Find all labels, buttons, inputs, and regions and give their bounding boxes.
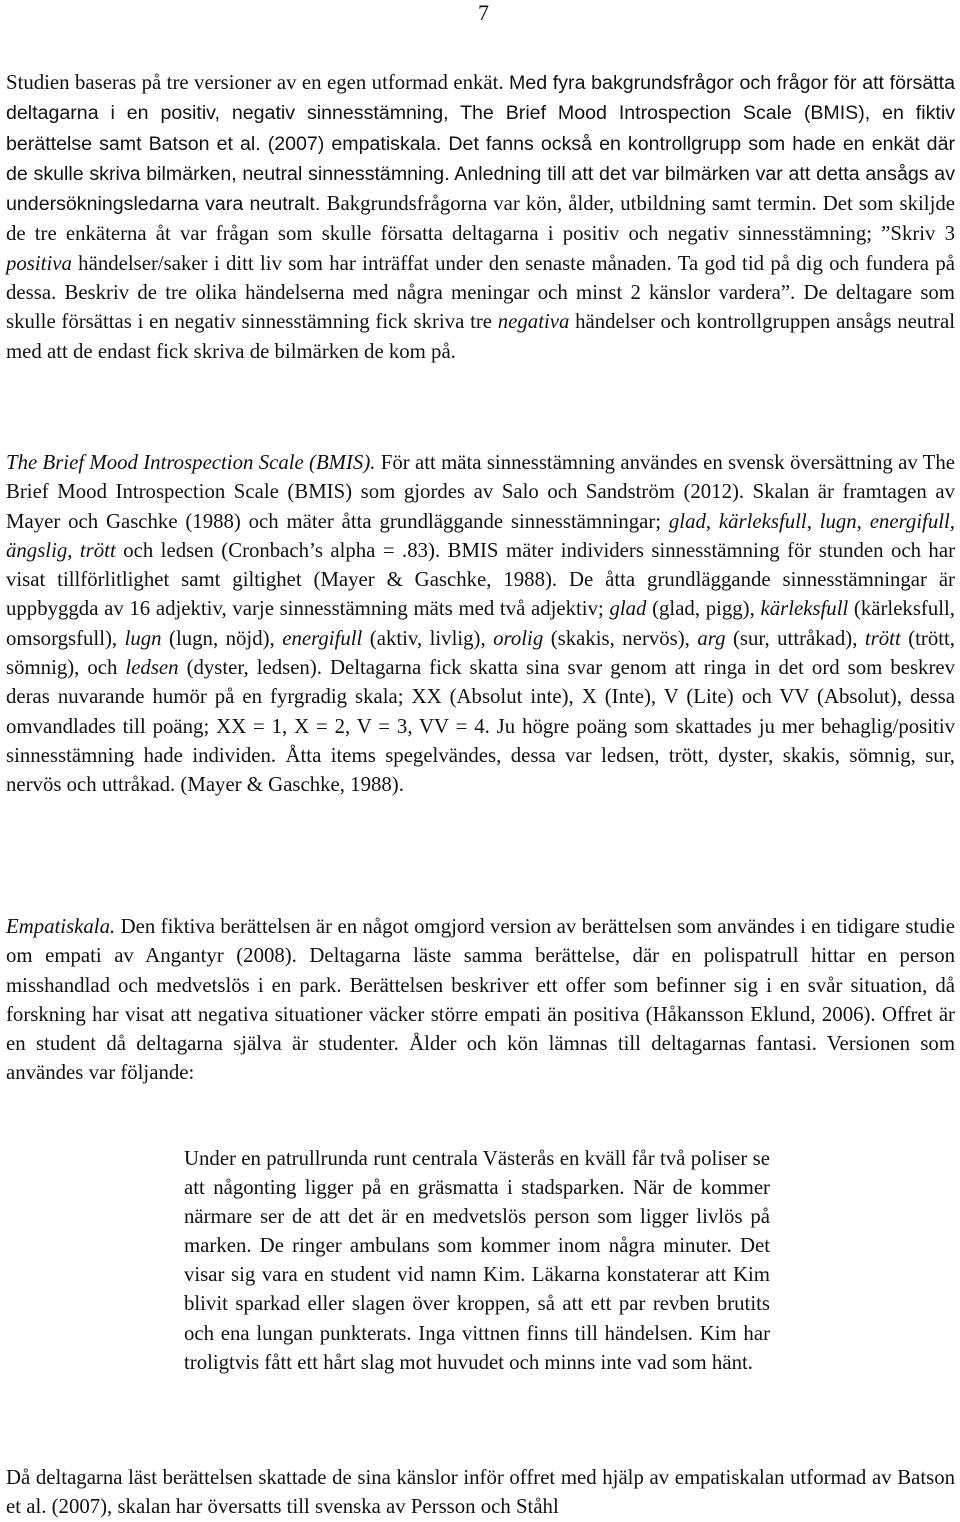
sentence-survey-content: Med fyra bakgrundsfrågor och frågor för att försätta deltagarna i en positiv, negativ sinnesstämning, The Brief Mood Introspection Scale (BMIS), en fiktiv berättelse samt Batson et al. (2007) empatiskala. Det fanns också en kontrollgrupp som hade en enkät där de skulle skriva bilmärken, neutral sinnesstämning. Anledning till att det var bilmärken var att detta ansågs av undersökningsledarna vara neutralt. (6, 72, 955, 216)
empathy-text: Den fiktiva berättelsen är en något omgjord version av berättelsen som användes i en tidigare studie om empati av Angantyr (2008). Deltagarna läste samma berättelse, där en polispatrull hittar en person misshandlad och medvetslös i en park. Berättelsen beskriver ett offer som befinner sig i en svår situation, då forskning har visat att negativa situationer väcker större empati än positiva (Håkansson Eklund, 2006). Offret är en student då deltagarna själva är studenter. Ålder och kön lämnas till deltagarnas fantasi. Versionen som användes var följande: (6, 915, 955, 1085)
emphasis-karleksfull: kärleksfull (760, 597, 849, 621)
emphasis-arg: arg (697, 626, 726, 650)
sentence-background-questions: Bakgrundsfrågorna var kön, ålder, utbildning samt termin. (326, 192, 823, 216)
emphasis-glad: glad (609, 597, 647, 621)
bmis-text: För att mäta sinnesstämning användes en svensk översättning av The Brief Mood Introspection Scale (BMIS) som gjordes av Salo och Sandström (2012). Skalan är framtagen av Mayer och Gaschke (1988) och mäter åtta grundläggande sinnesstämningar; (6, 451, 955, 533)
bmis-text: (aktiv, livlig), (362, 626, 494, 650)
emphasis-negativa: negativa (497, 310, 570, 334)
bmis-text: (sur, uttråkad), (725, 626, 865, 650)
bmis-text: (kärleksfull, omsorgsfull), (6, 597, 955, 650)
emphasis-ledsen: ledsen (125, 656, 179, 680)
paragraph-study-design (6, 68, 955, 366)
section-heading-empatiskala: Empatiskala. (6, 915, 116, 938)
bmis-text: (skakis, nervös), (543, 626, 698, 650)
story-block-quote: Under en patrullrunda runt centrala Västerås en kväll får två poliser se att någonting ligger på en gräsmatta i stadsparken. När de kommer närmare ser de att det är en medvetslös person som ligger livlös på marken. De ringer ambulans som kommer inom några minuter. Det visar sig vara en student vid namn Kim. Läkarna konstaterar att Kim blivit sparkad eller slagen över kroppen, så att ett par revben brutits och ena lungan punkterats. Inga vittnen finns till händelsen. Kim har troligtvis fått ett hårt slag mot huvudet och minns inte vad som hänt. (184, 1147, 770, 1374)
paragraph-after-story: Då deltagarna läst berättelsen skattade de sina känslor inför offret med hjälp av empatiskalan utformad av Batson et al. (2007), skalan har översatts till svenska av Persson och Ståhl (6, 1466, 955, 1519)
emphasis-positiva: positiva (6, 251, 72, 275)
emphasis-lugn: lugn (124, 626, 162, 650)
bmis-text: (trött, sömnig), och (6, 626, 955, 680)
section-heading-bmis: The Brief Mood Introspection Scale (BMIS). (6, 451, 376, 474)
sentence-conditions: Det som skiljde de tre enkäterna åt var frågan som skulle försatta deltagarna i positiv och negativ sinnesstämning; ”Skriv 3 (6, 192, 955, 246)
sentence-intro: Studien baseras på tre versioner av en egen utformad enkät. (6, 71, 510, 94)
paragraph-bmis (6, 448, 955, 800)
page-number: 7 (478, 0, 489, 25)
sentence-instructions: händelser/saker i ditt liv som har inträffat under den senaste månaden. Ta god tid på dig och fundera på dessa. Beskriv de tre olika händelserna med några meningar och minst 2 känslor vardera”. De deltagare som skulle försättas i en negativ sinnesstämning fick skriva tre (6, 251, 955, 334)
emphasis-energifull: energifull (282, 626, 363, 650)
bmis-text: (glad, pigg), (646, 597, 761, 621)
emphasis-trott: trött (864, 626, 901, 650)
paragraph-empathy-scale (6, 912, 955, 1088)
bmis-text: och ledsen (Cronbach’s alpha = .83). BMIS mäter individers sinnesstämning för stunden och har visat tillförlitlighet samt giltighet (Mayer & Gaschke, 1988). De åtta grundläggande sinnesstämningar är uppbyggda av 16 adjektiv, varje sinnesstämning mäts med två adjektiv; (6, 538, 955, 621)
emphasis-orolig: orolig (493, 626, 544, 650)
sentence-control-group: händelser och kontrollgruppen ansågs neutral med att de endast fick skriva de bilmärken de kom på. (6, 310, 955, 363)
emphasis-moods-list: glad, kärleksfull, lugn, energifull, ängslig, trött (6, 509, 955, 562)
bmis-text: (lugn, nöjd), (161, 626, 283, 650)
bmis-text: (dyster, ledsen). Deltagarna fick skatta sina svar genom att ringa in det ord som beskrev deras nuvarande humör på en fyrgradig skala; XX (Absolut inte), X (Inte), V (Lite) och VV (Absolut), dessa omvandlades till poäng; XX = 1, X = 2, V = 3, VV = 4. Ju högre poäng som skattades ju mer behaglig/positiv sinnesstämning hade individen. Åtta items spegelvändes, dessa var ledsen, trött, dyster, skakis, sömnig, sur, nervös och uttråkad. (Mayer & Gaschke, 1988). (6, 656, 956, 797)
